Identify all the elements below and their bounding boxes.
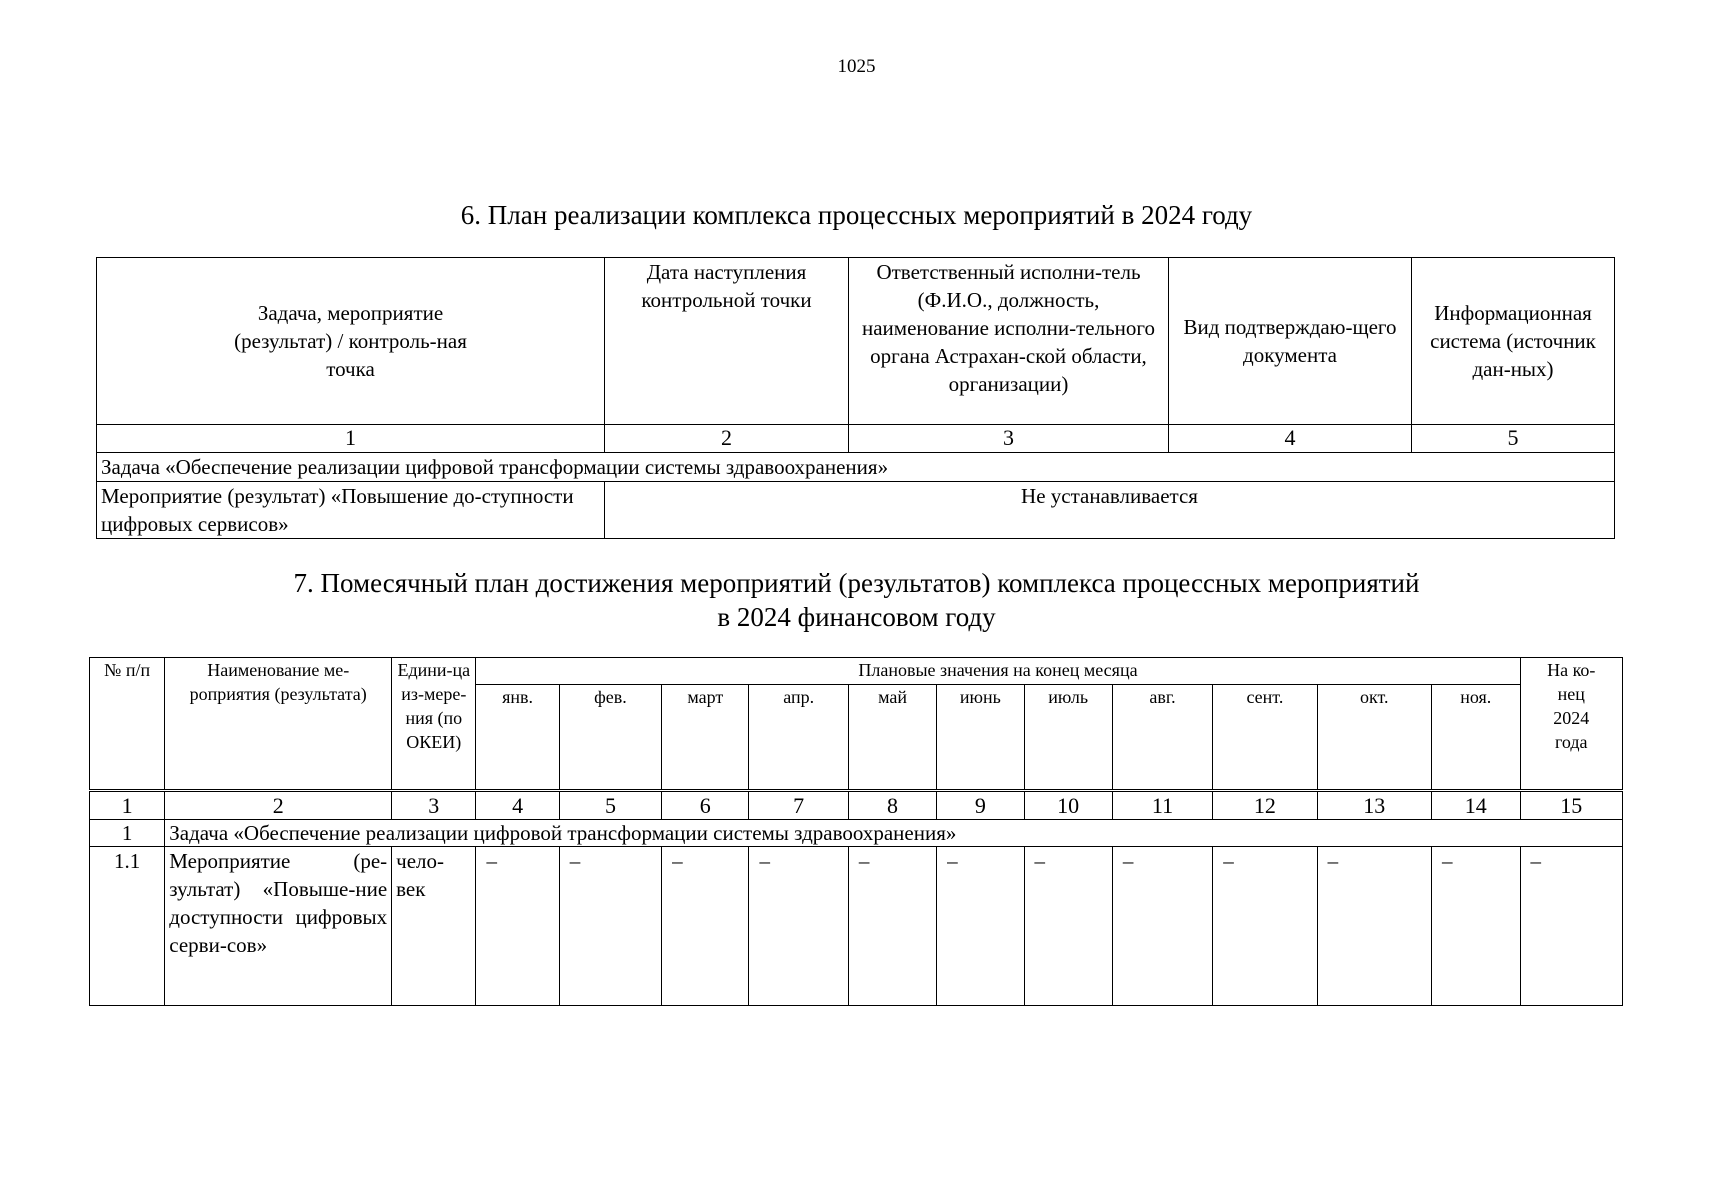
table7-task-row bbox=[90, 820, 1623, 847]
table7-value-cell: – bbox=[559, 847, 661, 1006]
table7-number-row bbox=[90, 791, 1623, 820]
table7-col-number: 13 bbox=[1317, 791, 1431, 820]
table7-value-cell: – bbox=[1112, 847, 1212, 1006]
table7-col-number: 4 bbox=[476, 791, 559, 820]
table7-task-cell: Задача «Обеспечение реализации цифровой трансформации системы здравоохранения» bbox=[165, 820, 1623, 847]
table6-col-number: 5 bbox=[1412, 425, 1615, 453]
table7-month: сент. bbox=[1213, 685, 1317, 791]
table7-value-cell: – bbox=[937, 847, 1024, 1006]
table6-number-row bbox=[97, 425, 1615, 453]
table7-value-cell: – bbox=[1024, 847, 1112, 1006]
table6-header-info-system: Информационная система (источник дан-ных) bbox=[1412, 258, 1615, 425]
table7-month: окт. bbox=[1317, 685, 1431, 791]
table7-col-number: 7 bbox=[749, 791, 848, 820]
table7-value-cell: – bbox=[848, 847, 936, 1006]
section-7-title-line2: в 2024 финансовом году bbox=[717, 602, 996, 632]
table7-header-number: № п/п bbox=[90, 658, 165, 791]
table7-col-number: 9 bbox=[937, 791, 1024, 820]
table7-row-unit: чело-век bbox=[392, 847, 476, 1006]
table7-month: авг. bbox=[1112, 685, 1212, 791]
table7-month: фев. bbox=[559, 685, 661, 791]
page-number: 1025 bbox=[837, 56, 876, 77]
table6-col-number: 3 bbox=[849, 425, 1169, 453]
monthly-plan-table bbox=[89, 657, 1623, 1006]
table6-activity-value: Не устанавливается bbox=[605, 482, 1615, 539]
table7-header-year-end: На ко-нец 2024 года bbox=[1520, 658, 1623, 791]
table7-value-cell: – bbox=[1213, 847, 1317, 1006]
table7-month: май bbox=[848, 685, 936, 791]
table6-col-number: 1 bbox=[97, 425, 605, 453]
implementation-plan-table bbox=[96, 257, 1615, 539]
table7-col-number: 3 bbox=[392, 791, 476, 820]
table7-col-number: 8 bbox=[848, 791, 936, 820]
table6-task-cell: Задача «Обеспечение реализации цифровой трансформации системы здравоохранения» bbox=[97, 453, 1615, 482]
table7-month: март bbox=[662, 685, 749, 791]
table6-task-row bbox=[97, 453, 1615, 482]
table7-value-cell: – bbox=[1432, 847, 1520, 1006]
section-6-title: 6. План реализации комплекса процессных мероприятий в 2024 году bbox=[460, 200, 1253, 230]
table6-header-document: Вид подтверждаю-щего документа bbox=[1169, 258, 1412, 425]
table7-value-cell: – bbox=[1317, 847, 1431, 1006]
table6-header-date: Дата наступления контрольной точки bbox=[605, 258, 849, 425]
table7-header-row bbox=[90, 658, 1623, 685]
table7-value-cell: – bbox=[1520, 847, 1623, 1006]
section-7-title bbox=[0, 566, 1713, 634]
table7-col-number: 2 bbox=[165, 791, 392, 820]
table7-col-number: 12 bbox=[1213, 791, 1317, 820]
table7-col-number: 14 bbox=[1432, 791, 1520, 820]
table7-task-number: 1 bbox=[90, 820, 165, 847]
table7-month: июль bbox=[1024, 685, 1112, 791]
table7-header-unit: Едини-ца из-мере-ния (по ОКЕИ) bbox=[392, 658, 476, 791]
table7-value-cell: – bbox=[476, 847, 559, 1006]
table6-header-task: Задача, мероприятие (результат) / контроль-ная точка bbox=[97, 258, 605, 425]
table6-header-row bbox=[97, 258, 1615, 425]
table7-col-number: 6 bbox=[662, 791, 749, 820]
table7-header-name: Наименование ме-роприятия (результата) bbox=[165, 658, 392, 791]
table7-header-plan: Плановые значения на конец месяца bbox=[476, 658, 1520, 685]
table7-value-cell: – bbox=[662, 847, 749, 1006]
table7-col-number: 10 bbox=[1024, 791, 1112, 820]
table7-month: апр. bbox=[749, 685, 848, 791]
table7-month: июнь bbox=[937, 685, 1024, 791]
section-7-title-line1: 7. Помесячный план достижения мероприятий (результатов) комплекса процессных мероприятий bbox=[293, 568, 1420, 598]
table7-month: янв. bbox=[476, 685, 559, 791]
table7-col-number: 1 bbox=[90, 791, 165, 820]
table7-col-number: 15 bbox=[1520, 791, 1623, 820]
table6-col-number: 4 bbox=[1169, 425, 1412, 453]
table7-value-cell: – bbox=[749, 847, 848, 1006]
table7-col-number: 5 bbox=[559, 791, 661, 820]
table7-col-number: 11 bbox=[1112, 791, 1212, 820]
table7-row-number: 1.1 bbox=[90, 847, 165, 1006]
table6-header-responsible: Ответственный исполни-тель (Ф.И.О., должность, наименование исполни-тельного органа Астрахан-ской области, организации) bbox=[849, 258, 1169, 425]
table7-activity-row bbox=[90, 847, 1623, 1006]
table6-activity-name: Мероприятие (результат) «Повышение до-ступности цифровых сервисов» bbox=[97, 482, 605, 539]
table6-activity-row bbox=[97, 482, 1615, 539]
table7-month: ноя. bbox=[1432, 685, 1520, 791]
table7-row-name: Мероприятие (ре-зультат) «Повыше-ние доступности цифровых серви-сов» bbox=[165, 847, 392, 1006]
table6-col-number: 2 bbox=[605, 425, 849, 453]
